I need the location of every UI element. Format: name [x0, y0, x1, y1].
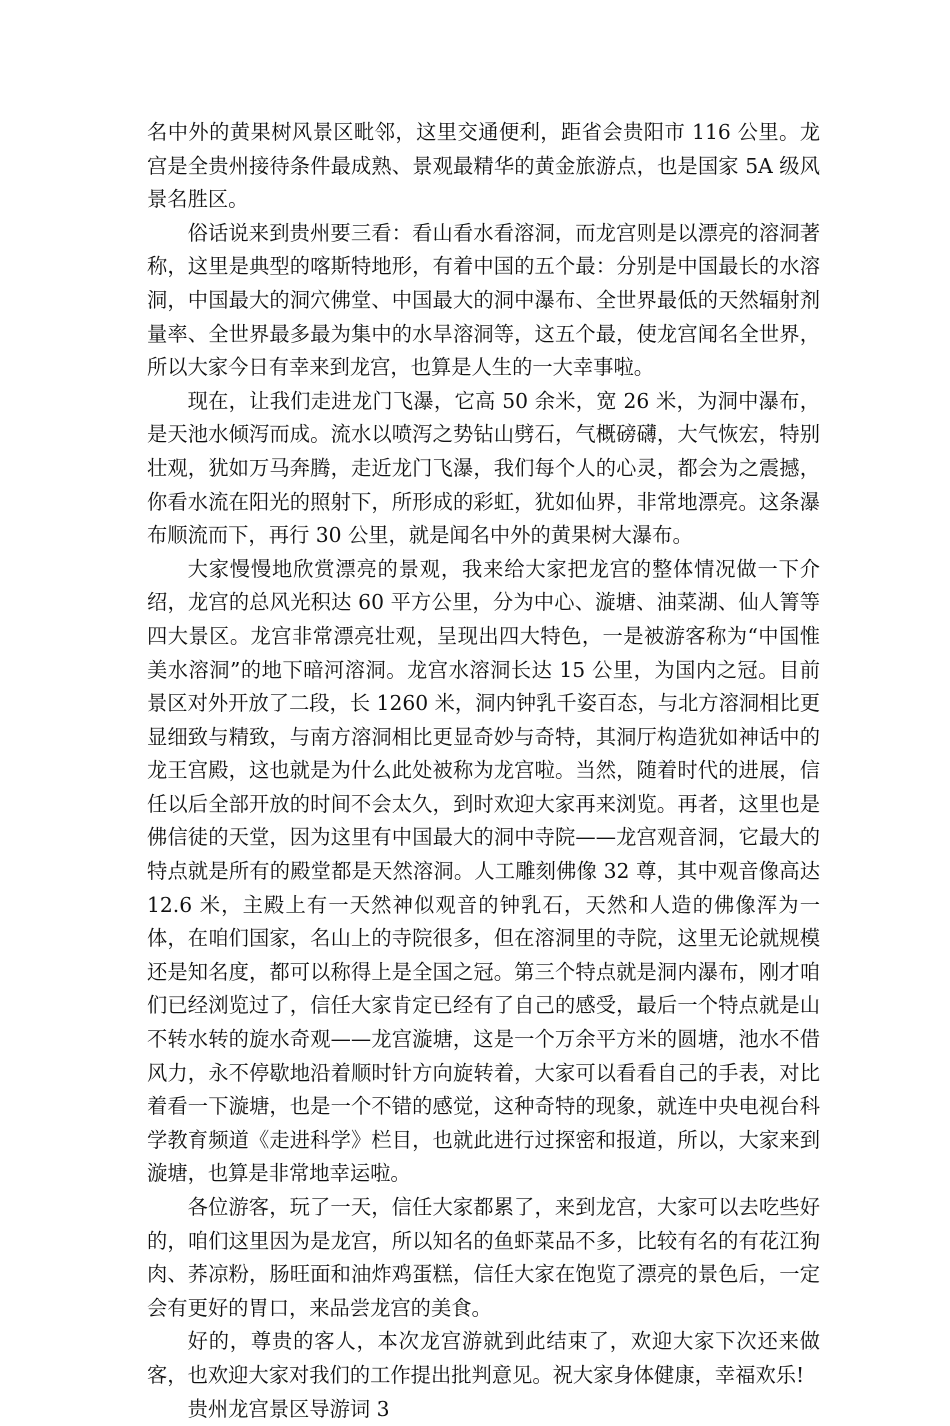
section-heading: 贵州龙宫景区导游词 3 — [187, 1396, 390, 1421]
paragraph-three-sights: 俗话说来到贵州要三看：看山看水看溶洞，而龙宫则是以漂亮的溶洞著称，这里是典型的喀斯特地形，有着中国的五个最：分别是中国最长的水溶洞，中国最大的洞穴佛堂、中国最大的洞中瀑布、全世界最低的天然辐射剂量率、全世界最多最为集中的水旱溶洞等，这五个最，使龙宫闻名全世界，所以大家今日有幸来到龙宫，也算是人生的一大幸事啦。 — [147, 220, 820, 380]
paragraph-overview: 大家慢慢地欣赏漂亮的景观，我来给大家把龙宫的整体情况做一下介绍，龙宫的总风光积达 60 平方公里，分为中心、漩塘、油菜湖、仙人箐等四大景区。龙宫非常漂亮壮观，呈现出四大特色，一是被游客称为“中国惟美水溶洞”的地下暗河溶洞。龙宫水溶洞长达 15 公里，为国内之冠。目前景区对外开放了二段，长 1260 米，洞内钟乳千姿百态，与北方溶洞相比更显细致与精致，与南方溶洞相比更显奇妙与奇特，其洞厅构造犹如神话中的龙王宫殿，这也就是为什么此处被称为龙宫啦。当然，随着时代的进展，信任以后全部开放的时间不会太久，到时欢迎大家再来浏览。再者，这里也是佛信徒的天堂，因为这里有中国最大的洞中寺院——龙宫观音洞，它最大的特点就是所有的殿堂都是天然溶洞。人工雕刻佛像 32 尊，其中观音像高达 12.6 米，主殿上有一天然神似观音的钟乳石，天然和人造的佛像浑为一体，在咱们国家，名山上的寺院很多，但在溶洞里的寺院，这里无论就规模还是知名度，都可以称得上是全国之冠。第三个特点就是洞内瀑布，刚才咱们已经浏览过了，信任大家肯定已经有了自己的感受，最后一个特点就是山不转水转的旋水奇观——龙宫漩塘，这是一个万余平方米的圆塘，池水不借风力，永不停歇地沿着顺时针方向旋转着，大家可以看看自己的手表，对比着看一下漩塘，也是一个不错的感觉，这种奇特的现象，就连中央电视台科学教育频道《走进科学》栏目，也就此进行过探密和报道，所以，大家来到漩塘，也算是非常地幸运啦。 — [147, 556, 820, 1186]
paragraph-food: 各位游客，玩了一天，信任大家都累了，来到龙宫，大家可以去吃些好的，咱们这里因为是龙宫，所以知名的鱼虾菜品不多，比较有名的有花江狗肉、荞凉粉，肠旺面和油炸鸡蛋糕，信任大家在饱览了漂亮的景色后，一定会有更好的胃口，来品尝龙宫的美食。 — [147, 1195, 820, 1320]
document-page — [147, 116, 820, 1426]
paragraph-longmen-waterfall: 现在，让我们走进龙门飞瀑，它高 50 余米，宽 26 米，为洞中瀑布，是天池水倾泻而成。流水以喷泻之势钻山劈石，气概磅礴，大气恢宏，特别壮观，犹如万马奔腾，走近龙门飞瀑，我们每个人的心灵，都会为之震撼，你看水流在阳光的照射下，所形成的彩虹，犹如仙界，非常地漂亮。这条瀑布顺流而下，再行 30 公里，就是闻名中外的黄果树大瀑布。 — [147, 388, 820, 548]
paragraph-continuation: 名中外的黄果树风景区毗邻，这里交通便利，距省会贵阳市 116 公里。龙宫是全贵州接待条件最成熟、景观最精华的黄金旅游点，也是国家 5A 级风景名胜区。 — [147, 120, 820, 212]
paragraph-farewell: 好的，尊贵的客人，本次龙宫游就到此结束了，欢迎大家下次还来做客，也欢迎大家对我们的工作提出批判意见。祝大家身体健康，幸福欢乐! — [147, 1329, 820, 1387]
